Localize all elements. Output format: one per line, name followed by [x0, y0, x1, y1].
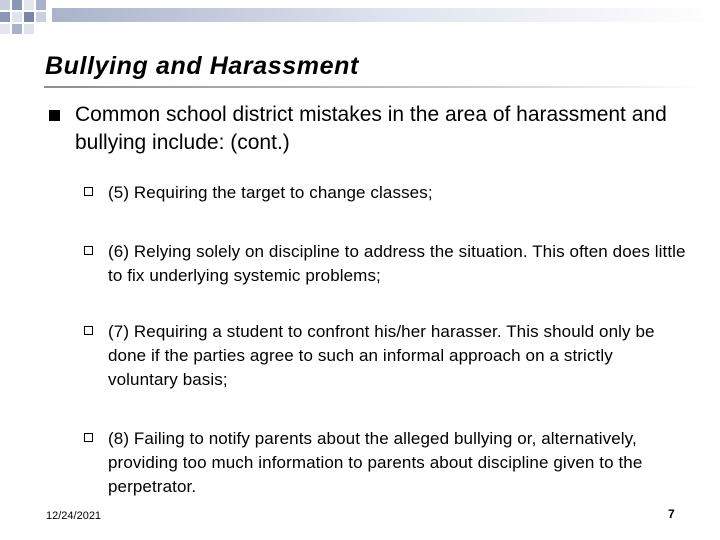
sub-bullet-text: (7) Requiring a student to confront his/her harasser. This should only be done if the parties agree to such an informal approach on a strictly voluntary basis; — [108, 322, 655, 389]
hollow-square-bullet-icon — [84, 243, 96, 256]
hollow-square-bullet-icon — [84, 184, 96, 197]
sub-bullet-text: (6) Relying solely on discipline to address the situation. This often does little to fix underlying systemic problems; — [108, 242, 686, 285]
hollow-square-bullet-icon — [84, 430, 96, 443]
slide-title: Bullying and Harassment — [45, 52, 359, 80]
square-bullet-icon — [49, 110, 60, 121]
footer-date: 12/24/2021 — [46, 510, 102, 522]
page-number: 7 — [668, 507, 675, 521]
sub-bullet-text: (8) Failing to notify parents about the alleged bullying or, alternatively, providing too much information to parents about discipline given to the perpetrator. — [108, 429, 643, 496]
main-bullet-text: Common school district mistakes in the area of harassment and bullying include: (cont.) — [75, 103, 667, 154]
hollow-square-bullet-icon — [84, 323, 96, 336]
title-underline — [44, 86, 704, 88]
decorative-header-pattern — [0, 0, 720, 40]
sub-bullet-text: (5) Requiring the target to change classes; — [108, 183, 433, 202]
